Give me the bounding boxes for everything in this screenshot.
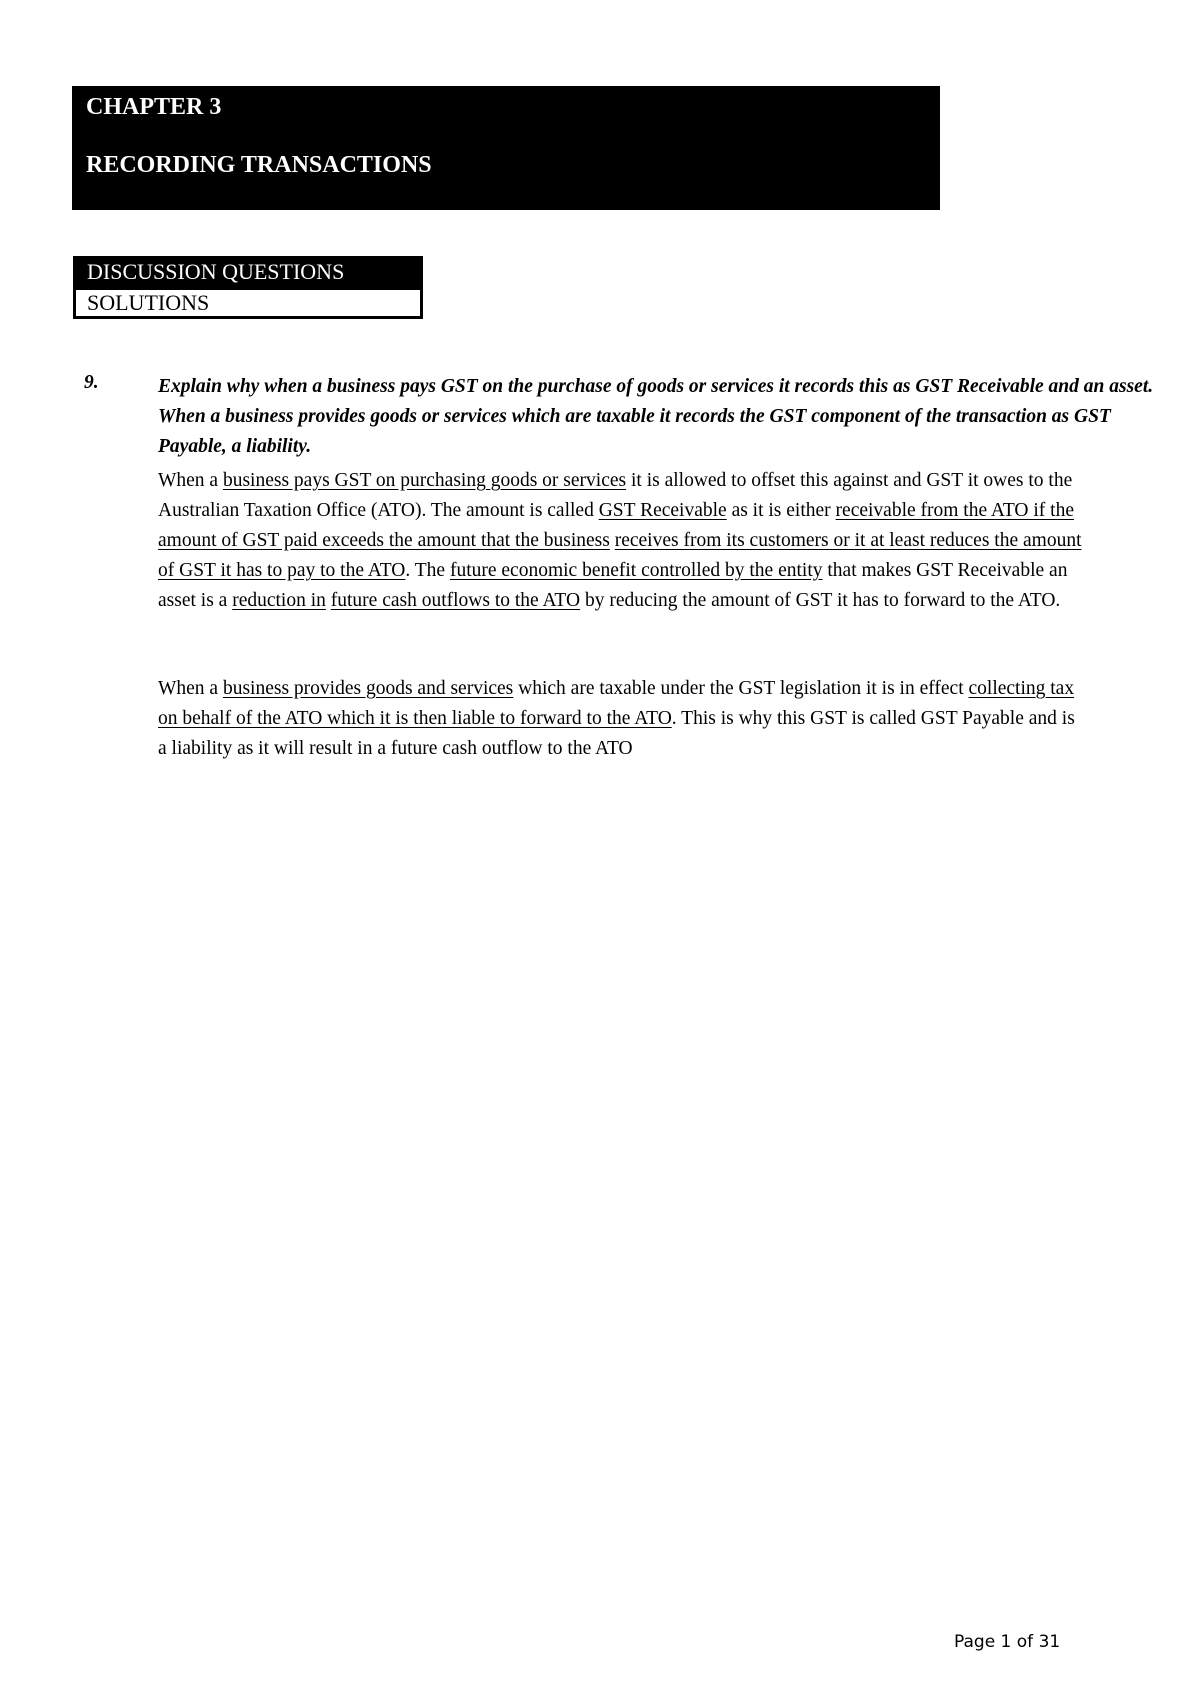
answer-text: When a <box>158 678 223 699</box>
answer-text: as it is either <box>726 500 836 521</box>
underlined-text: GST Receivable <box>598 500 727 521</box>
question-text: Explain why when a business pays GST on the purchase of goods or services it records this as GST Receivable and an asset. When a business provides goods or services which are taxable it records the GST component of the transaction as GST Payable, a liability. <box>158 376 1154 457</box>
answer-text: . This is why this GST is called GST Payable and is a liability as it will result in a future cash outflow to the ATO <box>158 708 1075 759</box>
section-label-discussion: DISCUSSION QUESTIONS <box>73 256 423 287</box>
section-label <box>73 256 423 319</box>
answer-text: . The <box>405 560 450 581</box>
underlined-text: collecting tax on behalf of the ATO which it is then liable to forward to the ATO <box>158 678 1075 729</box>
answer-paragraph-1 <box>158 466 1084 616</box>
question-number: 9. <box>84 372 99 393</box>
chapter-number: CHAPTER 3 <box>86 94 222 120</box>
underlined-text: business pays GST on purchasing goods or services <box>222 470 627 491</box>
underlined-text: future cash outflows to the ATO <box>330 590 581 611</box>
chapter-title: RECORDING TRANSACTIONS <box>86 152 432 178</box>
answer-text: which are taxable under the GST legislation it is in effect <box>513 678 969 699</box>
underlined-text: receivable from the ATO if the amount of GST paid exceeds the amount that the business <box>158 500 1074 551</box>
section-label-solutions: SOLUTIONS <box>73 287 423 319</box>
underlined-text: reduction in <box>232 590 326 611</box>
page-number: Page 1 of 31 <box>954 1632 1061 1652</box>
answer-paragraph-2 <box>158 674 1084 764</box>
underlined-text: business provides goods and services <box>222 678 514 699</box>
answer-text: that makes GST Receivable an asset is a <box>158 560 1068 611</box>
chapter-header <box>72 86 940 210</box>
underlined-text: receives from its customers or it at least reduces the amount of GST it has to pay to the ATO <box>158 530 1082 581</box>
underlined-text: future economic benefit controlled by the entity <box>449 560 823 581</box>
answer-text: it is allowed to offset this against and GST it owes to the Australian Taxation Office (ATO). The amount is called <box>158 470 1073 521</box>
answer-text: by reducing the amount of GST it has to forward to the ATO. <box>580 590 1061 611</box>
answer-text: When a <box>158 470 223 491</box>
